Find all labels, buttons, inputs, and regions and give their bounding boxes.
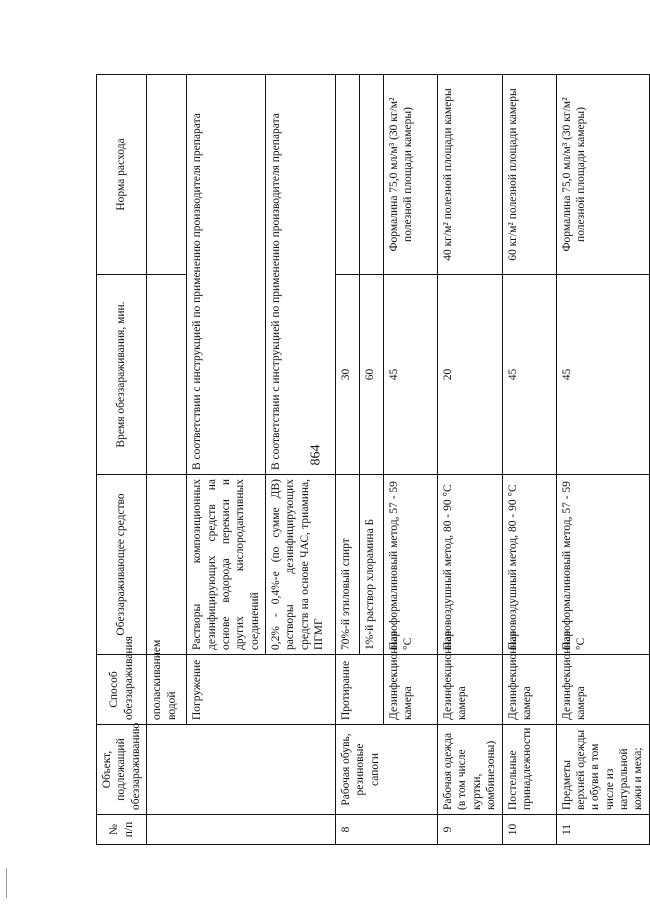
row8-time-formalin: 45 xyxy=(384,275,438,475)
row8-time-alcohol: 30 xyxy=(336,275,360,475)
row9-time: 20 xyxy=(438,275,503,475)
cont-instruction-a: В соответствии с инструкцией по применению производителя препарата xyxy=(187,75,266,475)
scan-edge-mark xyxy=(6,868,7,898)
row11-no: 11 xyxy=(556,815,649,845)
row9-no: 9 xyxy=(438,815,503,845)
page-number: 864 xyxy=(308,444,324,466)
table-header-row xyxy=(97,75,147,845)
row8-norm-formalin xyxy=(384,75,438,275)
row11-norm: Формалина 75,0 мл/м³ (30 кг/м² полезной площади камеры) xyxy=(556,75,649,275)
cont-agent-peroxide: Растворы композиционных дезинфицирующих средств на основе водорода перекиси и других кислородактивных соединений xyxy=(187,475,266,655)
row9-agent: Паровоздушный метод, 80 - 90 °С xyxy=(438,475,503,655)
row8-no: 8 xyxy=(336,815,438,845)
header-no: № п/п xyxy=(97,815,147,845)
rotated-table-wrapper xyxy=(96,75,645,845)
header-norm: Норма расхода xyxy=(97,75,147,275)
table-row xyxy=(336,75,360,845)
row10-object: Постельные принадлежности xyxy=(502,725,556,815)
header-time: Время обеззараживания, мин. xyxy=(97,275,147,475)
cont-instruction-b: В соответствии с инструкцией по применению производителя препарата xyxy=(266,75,336,475)
cont-method-immersion: Погружение xyxy=(187,655,336,725)
cont-method-rinse: ополаскиванием водой xyxy=(147,655,187,725)
header-object: Объект, подлежащий обеззараживанию xyxy=(97,725,147,815)
row8-method-chamber: Дезинфекционная камера xyxy=(384,655,438,725)
cont-agent-quat: 0,2% - 0,4%-е (по сумме ДВ) растворы дезинфицирующих средств на основе ЧАС, триамина, ПГМГ xyxy=(266,475,336,655)
row11-method: Дезинфекционная камера xyxy=(556,655,649,725)
header-agent: Обеззараживающее средство xyxy=(97,475,147,655)
row10-agent: Паровоздушный метод, 80 - 90 °С xyxy=(502,475,556,655)
cont-object-cell xyxy=(147,725,336,815)
row9-method: Дезинфекционная камера xyxy=(438,655,503,725)
row8-agent-alcohol: 70%-й этиловый спирт xyxy=(336,475,360,655)
disinfection-table xyxy=(96,74,650,845)
row10-no: 10 xyxy=(502,815,556,845)
cont-no-cell xyxy=(147,815,336,845)
row10-time: 45 xyxy=(502,275,556,475)
table-row xyxy=(556,75,649,845)
row11-time: 45 xyxy=(556,275,649,475)
row10-norm: 60 кг/м² полезной площади камеры xyxy=(502,75,556,275)
row8-agent-formalin: Пароформалиновый метод, 57 - 59 °С xyxy=(384,475,438,655)
row10-method: Дезинфекционная камера xyxy=(502,655,556,725)
row11-object: Предметы верхней одежды и обуви в том числе из натуральной кожи и меха; xyxy=(556,725,649,815)
header-method: Способ обеззараживания xyxy=(97,655,147,725)
table-row xyxy=(438,75,503,845)
row8-object: Рабочая обувь, резиновые сапоги xyxy=(336,725,438,815)
row8-norm-text: Формалина 75,0 мл/м³ (30 кг/м² полезной площади камеры) xyxy=(388,97,415,252)
table-row xyxy=(502,75,556,845)
row8-agent-chloramine: 1%-й раствор хлорамина Б xyxy=(360,475,384,655)
row8-method-wipe: Протирание xyxy=(336,655,384,725)
table-row xyxy=(147,75,187,845)
row8-time-chloramine: 60 xyxy=(360,275,384,475)
row11-agent: Пароформалиновый метод, 57 - 59 °С xyxy=(556,475,649,655)
row9-object: Рабочая одежда (в том числе куртки, комбинезоны) xyxy=(438,725,503,815)
row9-norm: 40 кг/м² полезной площади камеры xyxy=(438,75,503,275)
